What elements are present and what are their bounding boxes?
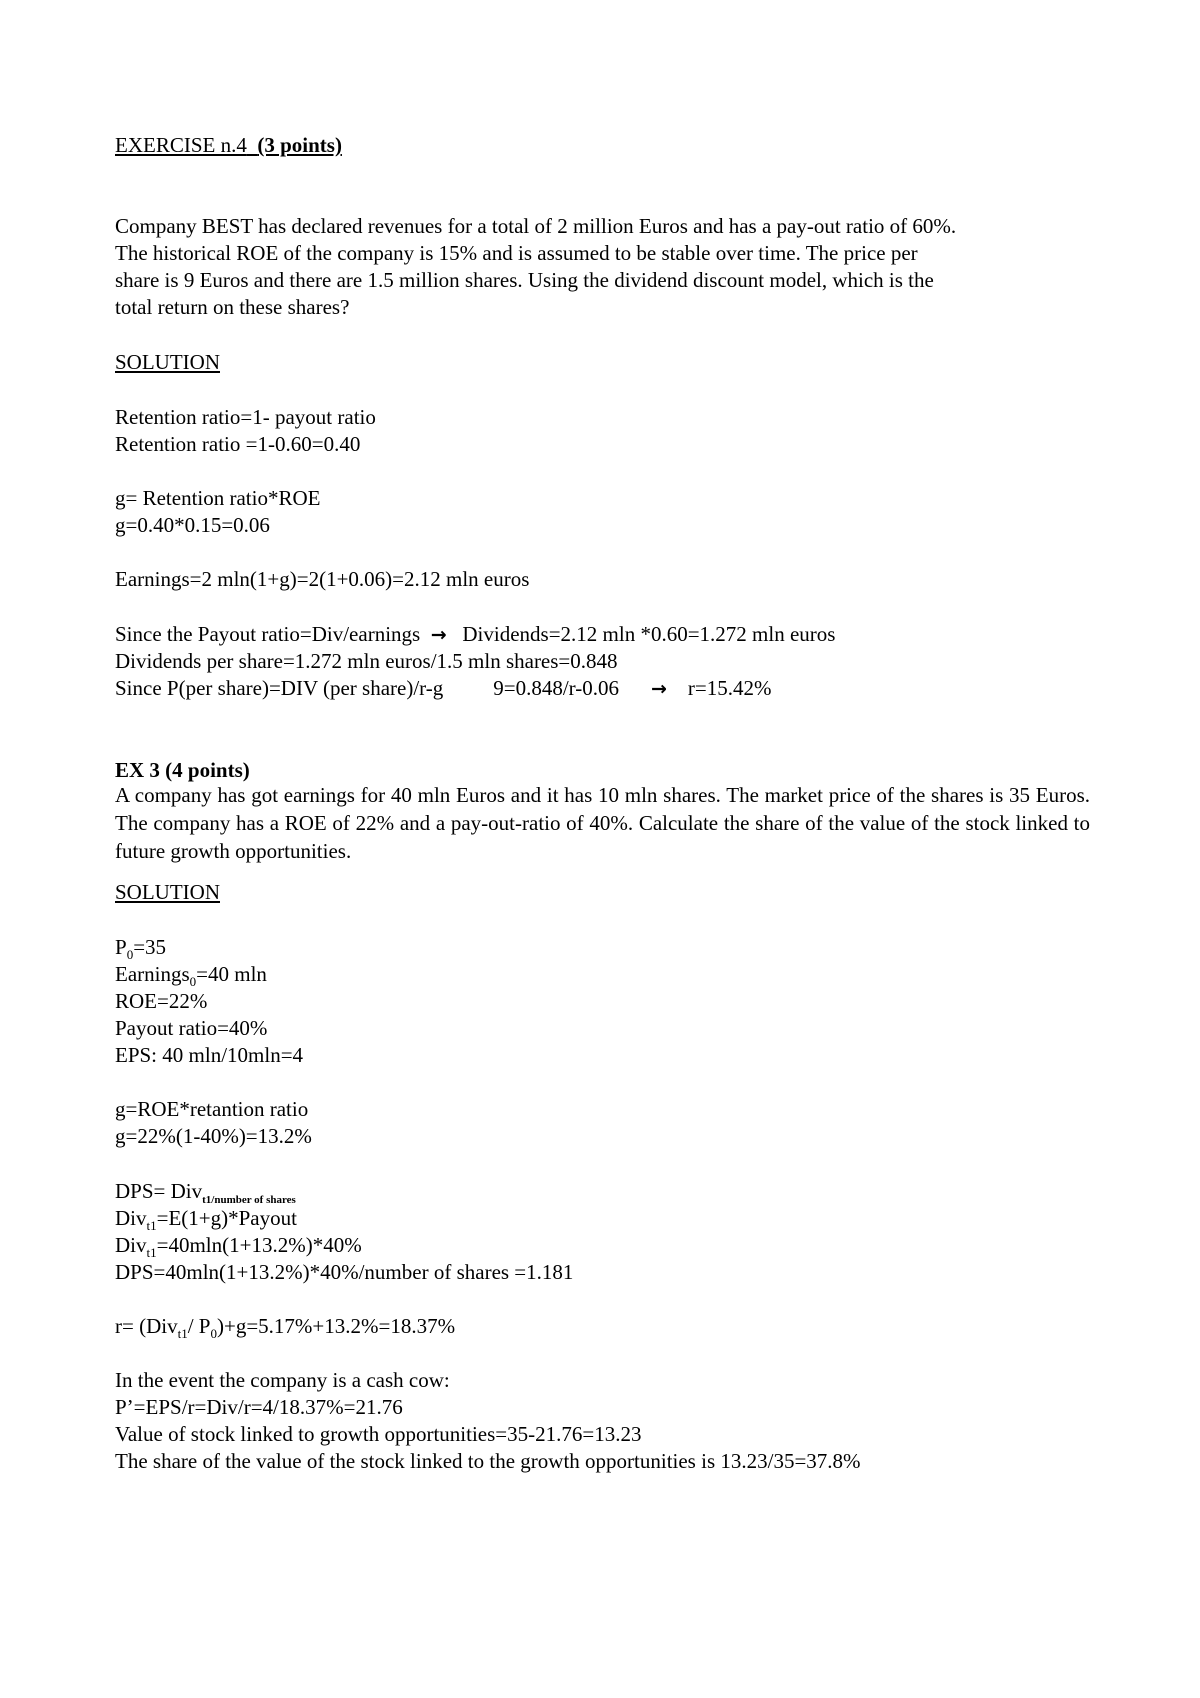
right-arrow-icon: → [430, 624, 447, 646]
div-expression: =E(1+g)*Payout [156, 1206, 297, 1230]
p0-symbol: P [115, 935, 127, 959]
exercise-4-points: (3 points) [257, 133, 342, 157]
p0-subscript: 0 [126, 947, 134, 963]
div-expression: =40mln(1+13.2%)*40% [156, 1233, 362, 1257]
exercise-4-solution-label: SOLUTION [115, 350, 220, 374]
div-symbol: Div [115, 1206, 147, 1230]
div-subscript: t1 [146, 1245, 157, 1261]
price-p0 [115, 935, 167, 963]
exercise-4-body-line-2: The historical ROE of the company is 15% and is assumed to be stable over time. The price per [115, 241, 918, 265]
price-formula: Since P(per share)=DIV (per share)/r-g [115, 676, 444, 700]
div-t1-value [115, 1233, 362, 1261]
div-t1-formula [115, 1206, 297, 1234]
payout-ratio-text: Since the Payout ratio=Div/earnings [115, 622, 421, 646]
retention-ratio-formula: Retention ratio=1- payout ratio [115, 405, 376, 429]
return-calc [115, 676, 772, 701]
div-symbol: Div [115, 1233, 147, 1257]
exercise-4-body-line-4: total return on these shares? [115, 295, 350, 319]
growth-opportunities-share: The share of the value of the stock linked to the growth opportunities is 13.23/35=37.8% [115, 1449, 861, 1473]
earnings-subscript: 0 [189, 974, 197, 990]
earnings-0 [115, 962, 267, 990]
roe-value: ROE=22% [115, 989, 208, 1013]
growth-opportunities-value: Value of stock linked to growth opportunities=35-21.76=13.23 [115, 1422, 642, 1446]
growth-formula-2: g=ROE*retantion ratio [115, 1097, 309, 1121]
dps-value: DPS=40mln(1+13.2%)*40%/number of shares =1.181 [115, 1260, 574, 1284]
r-part-1: r= (Div [115, 1314, 178, 1338]
r-part-3: )+g=5.17%+13.2%=18.37% [216, 1314, 456, 1338]
required-return [115, 1314, 456, 1342]
dividends-value: Dividends=2.12 mln *0.60=1.272 mln euros [462, 622, 836, 646]
growth-value: g=0.40*0.15=0.06 [115, 513, 270, 537]
dps-subscript: t1/number of shares [202, 1194, 296, 1207]
price-equation: 9=0.848/r-0.06 [493, 676, 619, 700]
retention-ratio-value: Retention ratio =1-0.60=0.40 [115, 432, 361, 456]
growth-formula: g= Retention ratio*ROE [115, 486, 321, 510]
dps-symbol: DPS= Div [115, 1179, 203, 1203]
right-arrow-icon: → [651, 678, 667, 700]
r-subscript-1: t1 [177, 1326, 188, 1342]
payout-ratio-value: Payout ratio=40% [115, 1016, 268, 1040]
div-subscript: t1 [146, 1218, 157, 1234]
earnings-value: =40 mln [196, 962, 267, 986]
exercise-4-heading [115, 133, 342, 158]
r-subscript-2: 0 [210, 1326, 217, 1342]
growth-value-2: g=22%(1-40%)=13.2% [115, 1124, 312, 1148]
exercise-3-solution-label: SOLUTION [115, 880, 220, 904]
dividends-per-share: Dividends per share=1.272 mln euros/1.5 mln shares=0.848 [115, 649, 618, 673]
exercise-4-body-line-1: Company BEST has declared revenues for a total of 2 million Euros and has a pay-out ratio of 60%. [115, 214, 957, 238]
return-result: r=15.42% [687, 676, 772, 700]
earnings-calc: Earnings=2 mln(1+g)=2(1+0.06)=2.12 mln euros [115, 567, 530, 591]
earnings-symbol: Earnings [115, 962, 190, 986]
dividends-calc [115, 622, 835, 647]
r-part-2: / P [187, 1314, 211, 1338]
p0-value: =35 [133, 935, 167, 959]
eps-value: EPS: 40 mln/10mln=4 [115, 1043, 304, 1067]
exercise-4-title: EXERCISE n.4 [115, 133, 247, 157]
exercise-3-title: EX 3 (4 points) [115, 758, 250, 782]
cash-cow-intro: In the event the company is a cash cow: [115, 1368, 450, 1392]
cash-cow-price: P’=EPS/r=Div/r=4/18.37%=21.76 [115, 1395, 403, 1419]
exercise-4-body-line-3: share is 9 Euros and there are 1.5 million shares. Using the dividend discount model, which is the [115, 268, 934, 292]
exercise-3-body: A company has got earnings for 40 mln Euros and it has 10 mln shares. The market price of the shares is 35 Euros. The company has a ROE of 22% and a pay-out-ratio of 40%. Calculate the share of the value of the stock linked to future growth opportunities. [115, 783, 1090, 863]
dps-formula [115, 1179, 296, 1207]
